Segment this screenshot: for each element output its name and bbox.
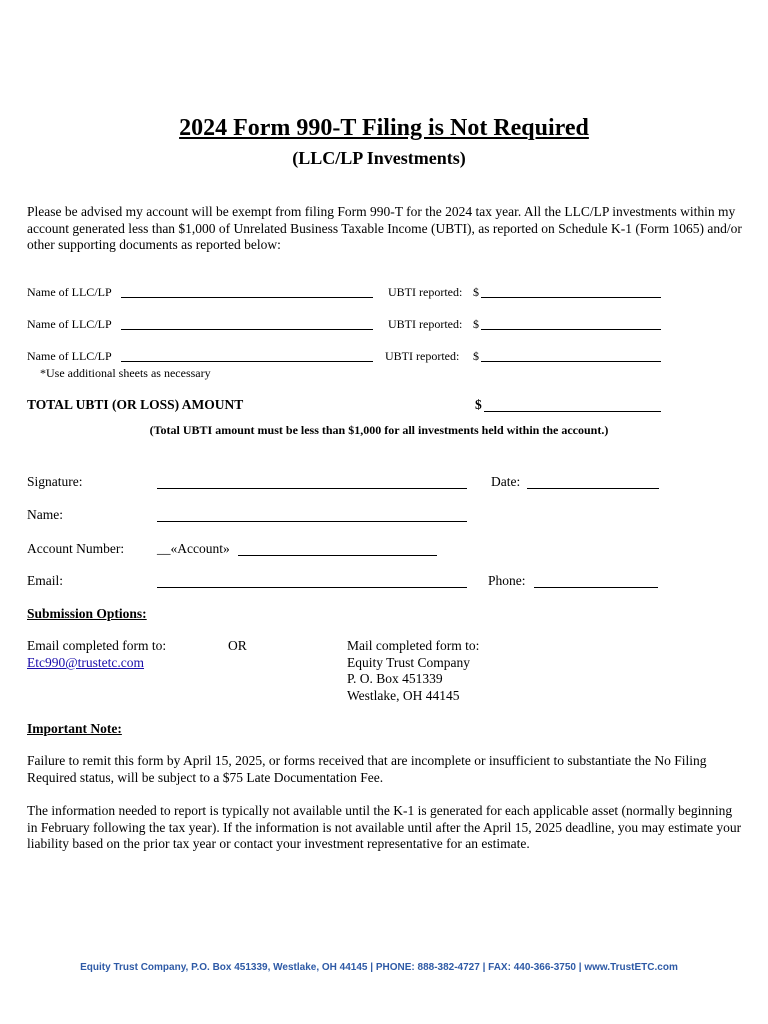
mail-submission-label: Mail completed form to: [347, 638, 480, 653]
ubti-currency: $ [473, 317, 479, 331]
ubti-currency: $ [473, 285, 479, 299]
llc-name-label: Name of LLC/LP [27, 285, 112, 299]
important-note-heading: Important Note: [27, 721, 122, 736]
email-submission-label: Email completed form to: [27, 638, 167, 653]
footer-contact: Equity Trust Company, P.O. Box 451339, Westlake, OH 44145 | PHONE: 888-382-4727 | FAX: 440-366-3750 | www.TrustETC.com [80, 962, 678, 973]
or-separator: OR [228, 638, 247, 653]
date-label: Date: [491, 474, 521, 489]
signature-label: Signature: [27, 474, 83, 489]
page-title: 2024 Form 990-T Filing is Not Required [179, 115, 589, 141]
intro-paragraph: Please be advised my account will be exempt from filing Form 990-T for the 2024 tax year. All the LLC/LP investments within my account generated less than $1,000 of Unrelated Business Taxable Income (UBTI), as reported on Schedule K-1 (Form 1065) and/or other supporting documents as reported below: [27, 204, 742, 252]
ubti-label: UBTI reported: [385, 349, 460, 363]
ubti-field[interactable] [481, 297, 661, 298]
phone-label: Phone: [488, 573, 526, 588]
signature-field[interactable] [157, 488, 467, 489]
account-prefix: __ [157, 541, 171, 556]
llc-name-label: Name of LLC/LP [27, 317, 112, 331]
email-label: Email: [27, 573, 63, 588]
ubti-currency: $ [473, 349, 479, 363]
llc-name-label: Name of LLC/LP [27, 349, 112, 363]
llc-name-field[interactable] [121, 361, 373, 362]
ubti-label: UBTI reported: [388, 285, 463, 299]
total-ubti-note: (Total UBTI amount must be less than $1,000 for all investments held within the account.) [149, 423, 609, 437]
ubti-field[interactable] [481, 329, 661, 330]
ubti-field[interactable] [481, 361, 661, 362]
date-field[interactable] [527, 488, 659, 489]
submission-email-link[interactable]: Etc990@trustetc.com [27, 655, 145, 670]
mail-address-line-1: Equity Trust Company [347, 655, 471, 670]
additional-sheets-note: *Use additional sheets as necessary [40, 366, 211, 380]
total-currency: $ [475, 397, 482, 412]
page-subtitle: (LLC/LP Investments) [292, 148, 466, 168]
total-ubti-field[interactable] [484, 411, 661, 412]
important-note-paragraph-2: The information needed to report is typically not available until the K-1 is generated for each applicable asset (normally beginning in February following the tax year). If the information is not available until after the April 15, 2025 deadline, you may estimate your liability based on the prior tax year or contact your investment representative for an estimate. [27, 803, 742, 851]
phone-field[interactable] [534, 587, 658, 588]
llc-name-field[interactable] [121, 297, 373, 298]
email-field[interactable] [157, 587, 467, 588]
llc-name-field[interactable] [121, 329, 373, 330]
important-note-paragraph-1: Failure to remit this form by April 15, 2025, or forms received that are incomplete or insufficient to substantiate the No Filing Required status, will be subject to a $75 Late Documentation Fee. [27, 753, 707, 785]
name-label: Name: [27, 507, 63, 522]
name-field[interactable] [157, 521, 467, 522]
account-value: «Account» [170, 541, 230, 556]
total-ubti-label: TOTAL UBTI (OR LOSS) AMOUNT [27, 397, 244, 412]
ubti-label: UBTI reported: [388, 317, 463, 331]
account-number-line [238, 555, 437, 556]
submission-options-heading: Submission Options: [27, 606, 147, 621]
account-number-field[interactable] [157, 541, 230, 557]
mail-address-line-2: P. O. Box 451339 [347, 671, 443, 686]
mail-address-line-3: Westlake, OH 44145 [347, 688, 460, 703]
account-number-label: Account Number: [27, 541, 125, 556]
